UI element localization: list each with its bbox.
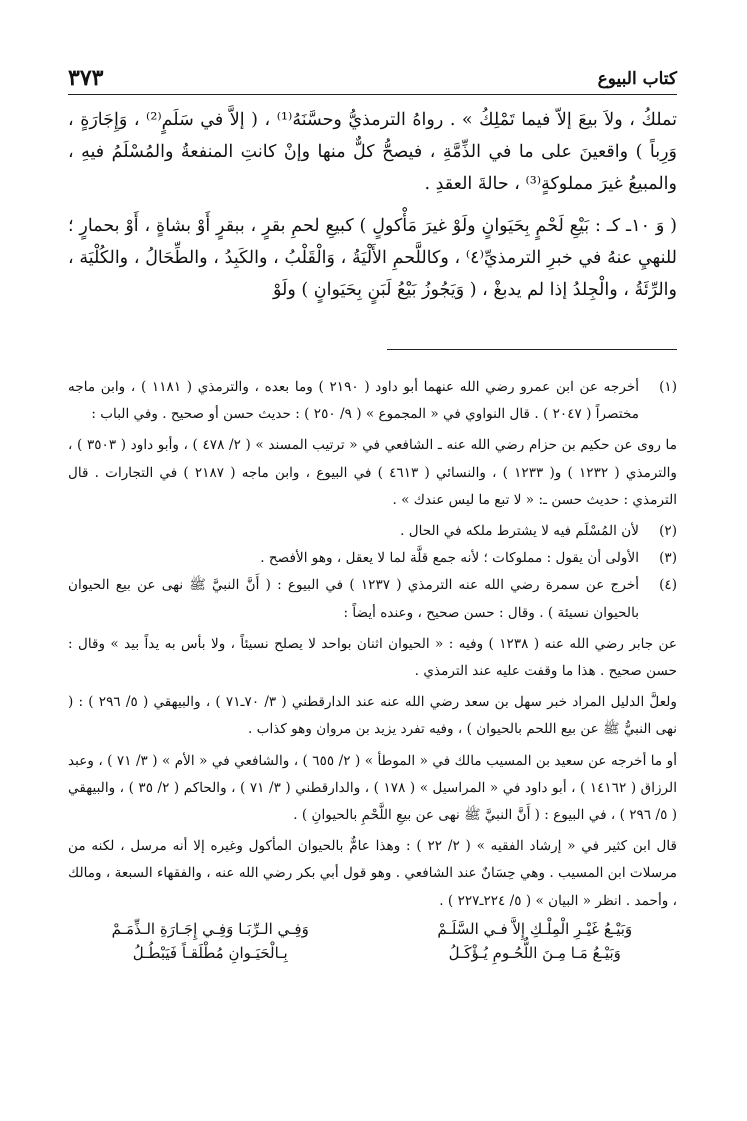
footnote-text: قال ابن كثير في « إرشاد الفقيه » ( ٢/ ٢٢ ) : وهذا عامٌّ بالحيوان المأكول وغيره إلا أنه مرسل ، لكنه من مرسلات ابن المسيب . وهي حِسَانٌ عند الشافعي . وهو قول أبي بكر رضي الله عنه ، والفقهاء السبعة ، ومالك ، وأحمد . انظر « البيان » ( ٥/ ٢٢٤ـ٢٢٧ ) . [68,838,678,909]
footnote-number: (٢) [659,523,677,540]
footnotes [68,374,677,965]
footnote-text: لأن المُسْلَم فيه لا يشترط ملكه في الحال . [400,523,639,540]
main-paragraph-2: ( وَ ١٠ـ كـ : بَيْعِ لَحْمٍ بِحَيَوانٍ ولَوْ غيرَ مَأْكولٍ ) كبيعِ لحمِ بقرٍ ، ببقرٍ أَوْ بشاةٍ ، أَوْ بحمارٍ ؛ للنهيِ عنهُ في خبرِ الترمذيِّ⁽٤⁾ ، وكاللَّحمِ الأَلْيَةُ ، وَالْقَلْبُ ، والكَبِدُ ، والطِّحَالُ ، والكُلْيَة ، والرِّئَةُ ، والْجِلدُ إذا لم يدبغْ ، ( وَيَجُوزُ بَيْعُ لَبَنٍ بِحَيَوانٍ ) ولَوْ [68,216,678,300]
footnote-4 [68,572,677,626]
verse-hemistich: وَبَيْـعُ غَيْـرِ الْمِلْـكِ إِلاَّ فـي السَّلَـمْ [437,919,633,938]
main-paragraph-1: تملكُ ، ولاَ بيعَ إلاّ فيما تَمْلِكُ » . رواهُ الترمذيُّ وحسَّنَهُ⁽¹⁾ ، ( إلاَّ في سَلَمٍ⁽²⁾ ، وَإِجَارَةٍ ، وَرِباً ) واقعينَ على ما في الذِّمَّةِ ، فيصحُّ كلٌّ منها وإنْ كانتِ المنفعةُ والمُسْلَمُ فيهِ ، والمبيعُ غيرَ مملوكةٍ⁽³⁾ ، حالةَ العقدِ . [68,110,677,194]
footnote-text: الأولى أن يقول : مملوكات ؛ لأنه جمع قلَّة لما لا يعقل ، وهو الأفصح . [260,550,639,567]
main-text [68,104,677,316]
verse-hemistich: وَفِـي الـرِّبَـا وَفِـي إِجَـارَةِ الـذِّمَـمْ [111,919,309,938]
footnote-text: أو ما أخرجه عن سعيد بن المسيب مالك في « الموطأ » ( ٢/ ٦٥٥ ) ، والشافعي في « الأم » ( ٣/ ٧١ ) ، وعبد الرزاق ( ١٤١٦٢ ) ، أبو داود في « المراسيل » ( ١٧٨ ) ، والدارقطني ( ٣/ ٧١ ) ، والحاكم ( ٢/ ٣٥ ) ، والبيهقي ( ٥/ ٢٩٦ ) ، في البيوع : ( أَنَّ النبيَّ ﷺ نهى عن بيعِ اللَّحْمِ بالحيوانِ ) . [68,752,677,824]
footnote-number: (١) [659,379,677,395]
footnote-3 [68,545,677,572]
footnote-separator [387,349,677,350]
verse-couplet [68,917,677,965]
page-number: ٣٧٣ [68,65,104,91]
verse-hemistich: وَبَيْـعُ مَـا مِـنَ اللُّحُـومِ يُـؤْكَـلُ [448,943,621,962]
footnote-1 [68,374,677,428]
footnote-number: (٣) [659,550,677,567]
footnote-text: ما روى عن حكيم بن حزام رضي الله عنه ـ الشافعي في « ترتيب المسند » ( ٢/ ٤٧٨ ) ، وأبو داود ( ٣٥٠٣ ) ، والترمذي ( ١٢٣٢ ) و( ١٢٣٣ ) ، والنسائي ( ٤٦١٣ ) في البيوع ، وابن ماجه ( ٢١٨٧ ) في التجارات . قال الترمذي : حديث حسن ـ: « لا تبع ما ليس عندك » . [68,437,677,508]
chapter-title: كتاب البيوع [597,69,677,89]
running-header [68,64,677,95]
footnote-number: (٤) [659,577,677,594]
verse-hemistich: بِـالْحَيَـوانِ مُطْلَقـاً فَيَبْطُـلُ [132,943,288,962]
footnote-2 [68,518,677,545]
footnote-text: أخرجه عن ابن عمرو رضي الله عنهما أبو داود ( ٢١٩٠ ) وما بعده ، والترمذي ( ١١٨١ ) ، وابن ماجه مختصراً ( ٢٠٤٧ ) . قال النواوي في « المجموع » ( ٩/ ٢٥٠ ) : حديث حسن أو صحيح . وفي الباب : [68,379,639,423]
footnote-text: أخرج عن سمرة رضي الله عنه الترمذي ( ١٢٣٧ ) في البيوع : ( أَنَّ النبيَّ ﷺ نهى عن بيع الحيوان بالحيوان نسيئة ) . وقال : حسن صحيح ، وعنده أيضاً : [68,577,639,621]
footnote-text: ولعلَّ الدليل المراد خبر سهل بن سعد رضي الله عنه عند الدارقطني ( ٣/ ٧٠ـ٧١ ) ، والبيهقي ( ٥/ ٢٩٦ ) : ( نهى النبيُّ ﷺ عن بيع اللحم بالحيوان ) ، وفيه تفرد يزيد بن مروان وهو كذاب . [68,694,677,738]
footnote-text: عن جابر رضي الله عنه ( ١٢٣٨ ) وفيه : « الحيوان اثنان بواحد لا يصلح نسيئاً ، ولا بأس به يداً بيد » وقال : حسن صحيح . هذا ما وقفت عليه عند الترمذي . [68,635,677,680]
